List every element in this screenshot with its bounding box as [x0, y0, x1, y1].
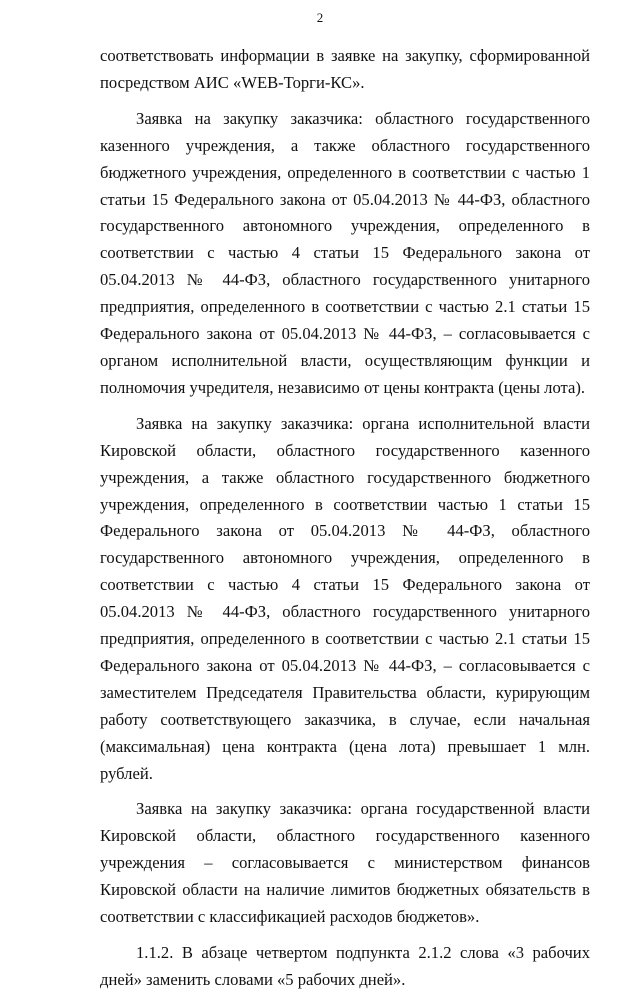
paragraph-regional-approval: Заявка на закупку заказчика: областного государственного казенного учреждения, а также областного государственного бюджетного учреждения, определенного в соответствии с частью 1 статьи 15 Федерального закона от 05.04.2013 № 44-ФЗ, областного государственного автономного учреждения, определенного в соответствии с частью 4 статьи 15 Федерального закона от 05.04.2013 № 44-ФЗ, областного государственного унитарного предприятия, определенного в соответствии с частью 2.1 статьи 15 Федерального закона от 05.04.2013 № 44-ФЗ, – согласовывается с органом исполнительной власти, осуществляющим функции и полномочия учредителя, независимо от цены контракта (цены лота). — [100, 108, 590, 397]
document-body — [100, 43, 590, 994]
paragraph-continuation: соответствовать информации в заявке на закупку, сформированной посредством АИС «WEB-Торги-КС». — [100, 46, 590, 92]
paragraph-amendment: 1.1.2. В абзаце четвертом подпункта 2.1.2 слова «3 рабочих дней» заменить словами «5 рабочих дней». — [100, 943, 590, 989]
paragraph-deputy-approval: Заявка на закупку заказчика: органа исполнительной власти Кировской области, областного государственного казенного учреждения, а также областного государственного бюджетного учреждения, определенного в соответствии частью 1 статьи 15 Федерального закона от 05.04.2013 № 44-ФЗ, областного государственного автономного учреждения, определенного в соответствии с частью 4 статьи 15 Федерального закона от 05.04.2013 № 44-ФЗ, областного государственного унитарного предприятия, определенного в соответствии с частью 2.1 статьи 15 Федерального закона от 05.04.2013 № 44-ФЗ, – согласовывается с заместителем Председателя Правительства области, курирующим работу соответствующего заказчика, в случае, если начальная (максимальная) цена контракта (цена лота) превышает 1 млн. рублей. — [100, 413, 590, 783]
paragraph-finance-approval: Заявка на закупку заказчика: органа государственной власти Кировской области, областного государственного казенного учреждения – согласовывается с министерством финансов Кировской области на наличие лимитов бюджетных обязательств в соответствии с классификацией расходов бюджетов». — [100, 799, 590, 927]
page-number: 2 — [316, 10, 324, 25]
